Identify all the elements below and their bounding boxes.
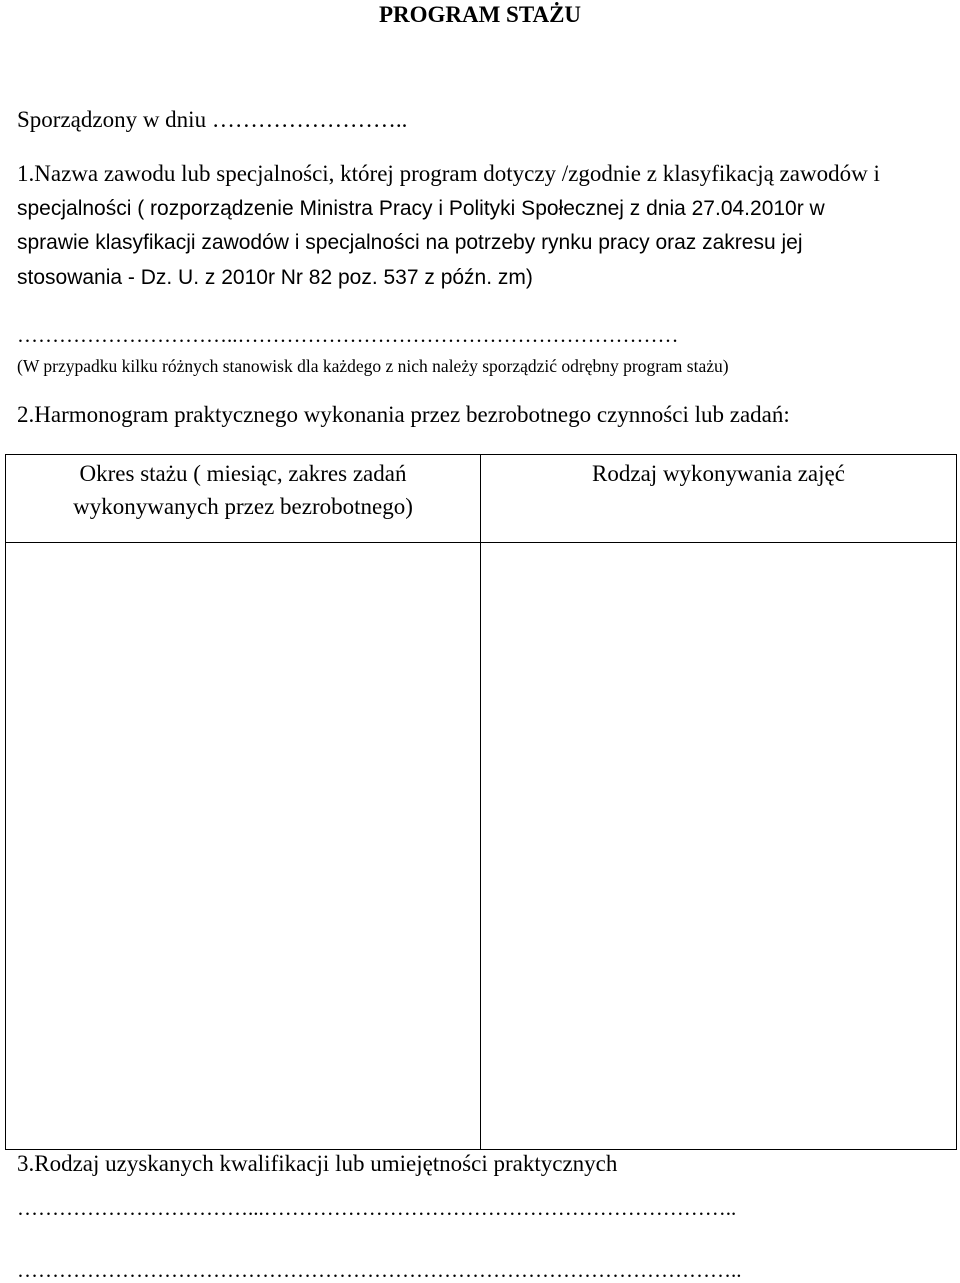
schedule-cell-activity-type[interactable] [481, 543, 957, 1150]
schedule-header-activity-type-label: Rodzaj wykonywania zajęć [592, 461, 845, 486]
section-1-profession [17, 157, 880, 295]
section-1-line-4: stosowania - Dz. U. z 2010r Nr 82 poz. 537 z późn. zm) [17, 265, 533, 289]
schedule-header-activity-type [481, 455, 957, 543]
schedule-header-period-line-1: Okres stażu ( miesiąc, zakres zadań [79, 461, 407, 486]
schedule-header-row [6, 455, 957, 543]
section-1-note: (W przypadku kilku różnych stanowisk dla każdego z nich należy sporządzić odrębny program stażu) [17, 356, 729, 376]
section-1-fill-line: …………………………..……………………………………………………… [17, 323, 679, 347]
section-1-line-3: sprawie klasyfikacji zawodów i specjalności na potrzeby rynku pracy oraz zakresu jej [17, 231, 803, 254]
schedule-body-row [6, 543, 957, 1150]
document-title: PROGRAM STAŻU [378, 2, 582, 27]
section-3-fill-line-1: ……………………………...………………………………………………………….. [17, 1196, 737, 1220]
section-3-fill-line-2: ………………………………………………………………………………………….. [17, 1258, 742, 1282]
schedule-header-period [6, 455, 481, 543]
prepared-date-line: Sporządzony w dniu …………………….. [17, 107, 408, 132]
schedule-table [5, 454, 957, 1150]
section-1-line-2: specjalności ( rozporządzenie Ministra Pracy i Polityki Społecznej z dnia 27.04.2010r w [17, 196, 825, 220]
section-3-heading: 3.Rodzaj uzyskanych kwalifikacji lub umiejętności praktycznych [17, 1151, 618, 1176]
schedule-cell-period[interactable] [6, 543, 481, 1150]
section-2-heading: 2.Harmonogram praktycznego wykonania przez bezrobotnego czynności lub zadań: [17, 402, 790, 427]
section-1-line-1: 1.Nazwa zawodu lub specjalności, której program dotyczy /zgodnie z klasyfikacją zawodów i [17, 161, 880, 186]
schedule-header-period-line-2: wykonywanych przez bezrobotnego) [73, 494, 413, 519]
